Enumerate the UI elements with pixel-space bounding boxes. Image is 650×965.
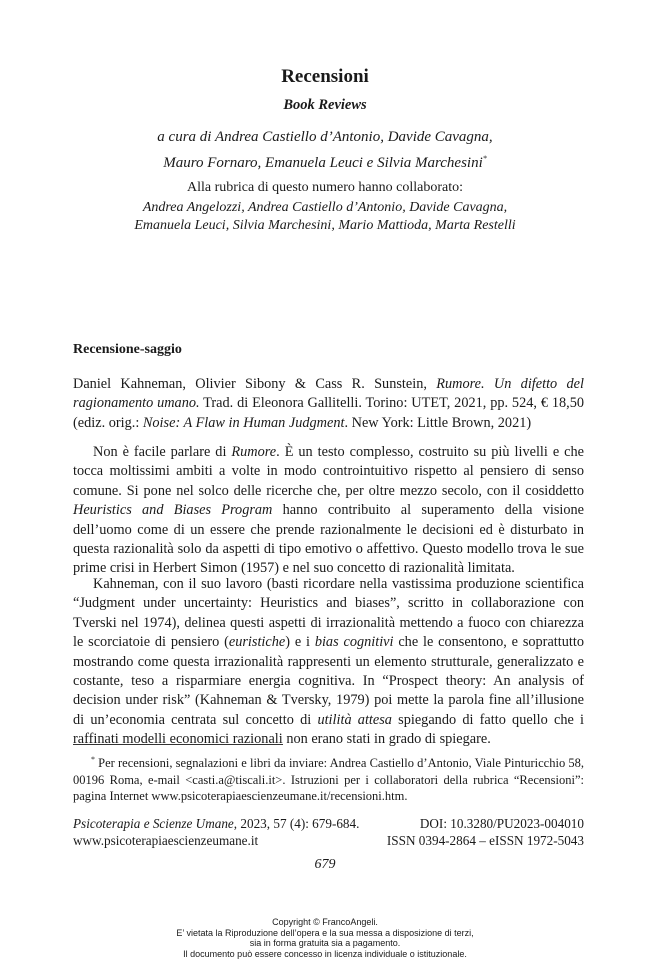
footnote-marker: * [482, 154, 487, 163]
bib-authors: Daniel Kahneman, Olivier Sibony & Cass R. Sunstein, [73, 376, 437, 392]
page-subtitle: Book Reviews [283, 97, 367, 113]
footnote-divider [73, 744, 283, 745]
editors-line-1: a cura di Andrea Castiello d’Antonio, Davide Cavagna, [157, 129, 493, 145]
body-paragraph-2 [73, 575, 584, 750]
p1-program-name: Heuristics and Biases Program [73, 502, 273, 519]
p1-text-1: Non è facile parlare di [93, 444, 232, 460]
contributors-list [0, 199, 650, 235]
editors-line-2 [0, 148, 650, 174]
contributors-line-2: Emanuela Leuci, Silvia Marchesini, Mario Mattioda, Marta Restelli [134, 218, 516, 233]
p1-text-2: . È un testo complesso, costruito su più livelli e che tocca moltissimi ambiti a volte in modo controintuitivo rispetto al pensiero di senso comune. Si pone nel solco delle ricerche che, per oltre mezzo secolo, con il cosiddetto [73, 444, 584, 499]
bib-original-title: Noise: A Flaw in Human Judgment [142, 414, 345, 431]
p2-term-utilita: utilità attesa [317, 711, 392, 728]
p1-text-3: hanno contribuito al superamento della visione dell’uomo come di un essere che prende razionalmente le decisioni ed è disturbato in questa razionalità solo da aspetti di tipo emotivo o affettivo. Questo modello trova le sue prime crisi in Herbert Simon (1957) e nel suo concetto di razionalità limitata. [73, 502, 584, 577]
editors-line-2-text: Mauro Fornaro, Emanuela Leuci e Silvia Marchesini [163, 155, 483, 171]
contributors-line-1: Andrea Angelozzi, Andrea Castiello d’Antonio, Davide Cavagna, [142, 200, 508, 215]
copyright-line-4: Il documento può essere concesso in licenza individuale o istituzionale. [183, 948, 467, 959]
journal-issue: , 2023, 57 (4): 679-684. [233, 816, 360, 831]
journal-website: www.psicoterapiaescienzeumane.it [73, 833, 259, 848]
bibliographic-entry [73, 375, 584, 433]
journal-website-row [73, 833, 584, 849]
journal-citation-row [73, 816, 584, 832]
bib-book-title: Rumore. Un difetto del ragionamento umano. [73, 376, 584, 412]
page-title: Recensioni [281, 66, 369, 87]
p1-title-rumore: Rumore [231, 444, 277, 460]
bib-original-publisher: . New York: Little Brown, 2021) [344, 414, 532, 431]
p2-text-4: spiegando di fatto quello che i raffinati modelli economici razionali non erano stati in grado di spiegare. [73, 711, 584, 748]
bib-translation: Trad. di Eleonora Gallitelli. Torino: UTET, 2021, pp. 524, € 18,50 (ediz. orig.: [73, 395, 584, 431]
body-paragraph-1 [73, 443, 584, 579]
p2-term-bias: bias cognitivi [314, 634, 394, 651]
copyright-line-1: Copyright © FrancoAngeli. [272, 917, 378, 927]
journal-citation [73, 816, 359, 832]
page-number: 679 [314, 857, 336, 872]
footnote-mark: * [91, 755, 95, 764]
contributors-intro: Alla rubrica di questo numero hanno collaborato: [186, 180, 464, 195]
p2-text-1: Kahneman, con il suo lavoro (basti ricordare nella vastissima produzione scientifica “Judgment under uncertainty: Heuristics and biases”, scritto in collaborazione con Tverski nel 1974), delinea questi aspetti di irrazionalità mettendo a fuoco con chiarezza le scorciatoie di pensiero ( [73, 576, 584, 651]
copyright-line-2: E’ vietata la Riproduzione dell’opera e la sua messa a disposizione di terzi, [176, 927, 474, 938]
copyright-line-3: sia in forma gratuita sia a pagamento. [249, 938, 401, 949]
section-heading: Recensione-saggio [73, 342, 182, 357]
journal-issn: ISSN 0394-2864 – eISSN 1972-5043 [386, 833, 584, 848]
p2-text-2: ) e i [285, 634, 315, 651]
footnote [73, 752, 584, 805]
copyright-notice [0, 917, 650, 959]
p2-term-euristiche: euristiche [228, 634, 286, 651]
p2-text-3: che le consentono, e soprattutto mostrando come questa irrazionalità rappresenti un elemento strutturale, generalizzato e costante, teso a risparmiare energia cognitiva. In “Prospect theory: An analysis of decision under risk” (Kahneman & Tversky, 1979) poi mette la parola fine all’illusione di un’economia centrata sul concetto di [73, 634, 584, 728]
footnote-text: Per recensioni, segnalazioni e libri da inviare: Andrea Castiello d’Antonio, Viale Pinturicchio 58, 00196 Roma, e-mail <casti.a@tiscali.it>. Istruzioni per i collaboratori della rubrica “Recensioni”: pagina Internet www.psicoterapiaescienzeumane.it/recensioni.htm. [73, 756, 584, 804]
editors [0, 127, 650, 174]
journal-doi: DOI: 10.3280/PU2023-004010 [419, 816, 584, 831]
journal-name: Psicoterapia e Scienze Umane [73, 816, 234, 831]
